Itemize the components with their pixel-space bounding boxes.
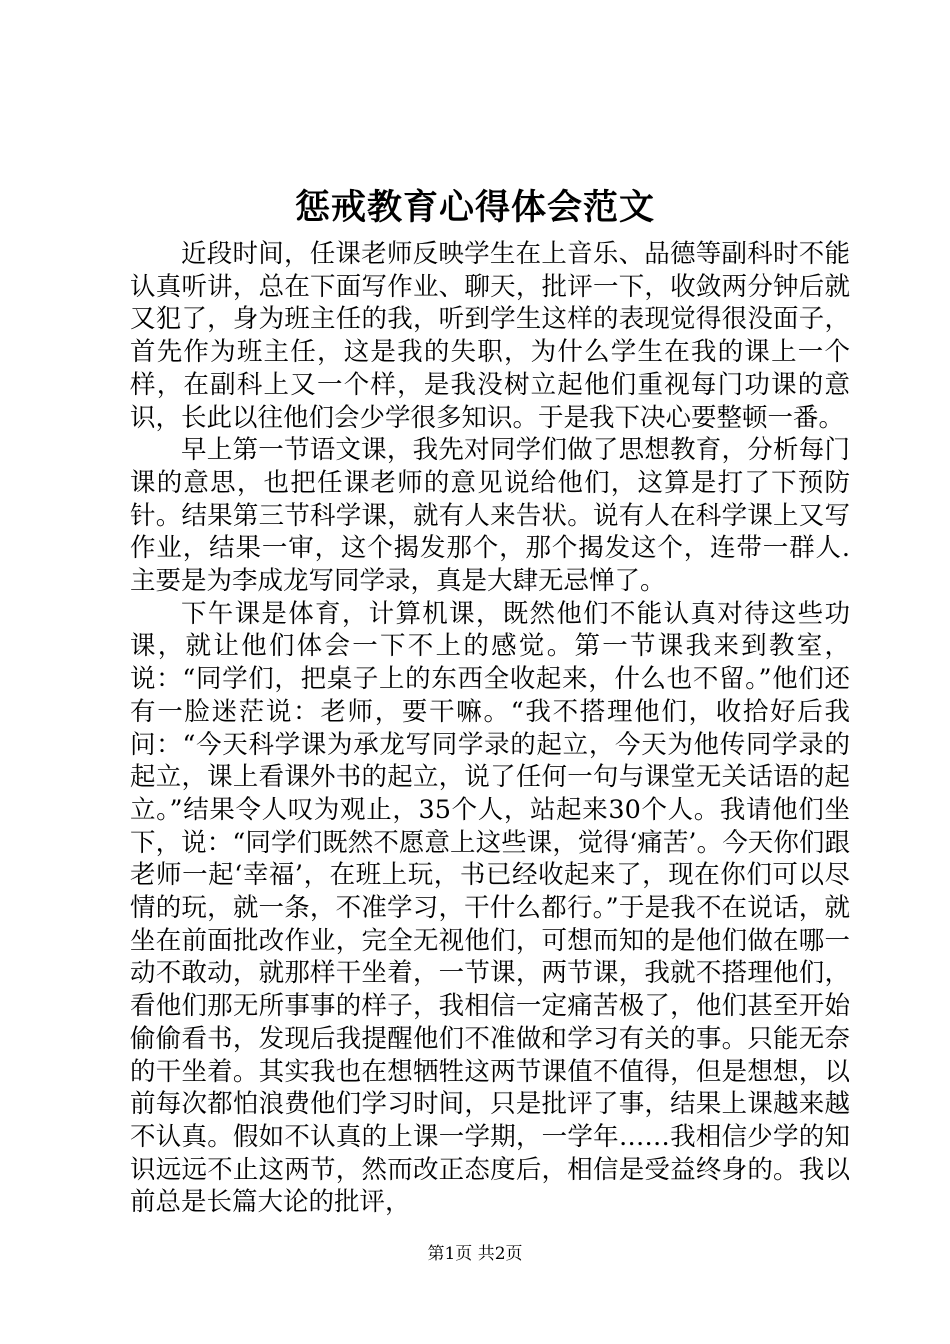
paragraph-1: 近段时间，任课老师反映学生在上音乐、品德等副科时不能认真听讲，总在下面写作业、聊天，批评一下，收敛两分钟后就又犯了，身为班主任的我，听到学生这样的表现觉得很没面子，首先作为班主任，这是我的失职，为什么学生在我的课上一个样，在副科上又一个样，是我没树立起他们重视每门功课的意识，长此以往他们会少学很多知识。于是我下决心要整顿一番。 [130,239,850,433]
paragraph-2: 早上第一节语文课，我先对同学们做了思想教育，分析每门课的意思，也把任课老师的意见说给他们，这算是打了下预防针。结果第三节科学课，就有人来告状。说有人在科学课上又写作业，结果一审，这个揭发那个，那个揭发这个，连带一群人.主要是为李成龙写同学录，真是大肆无忌惮了。 [130,435,850,597]
page-number-footer: 第1页 共2页 [427,1244,523,1264]
paragraph-3: 下午课是体育，计算机课，既然他们不能认真对待这些功课，就让他们体会一下不上的感觉。第一节课我来到教室，说：“同学们，把桌子上的东西全收起来，什么也不留。”他们还有一脸迷茫说：老师，要干嘛。“我不搭理他们，收拾好后我问：“今天科学课为承龙写同学录的起立，今天为他传同学录的起立，课上看课外书的起立，说了任何一句与课堂无关话语的起立。”结果令人叹为观止，35个人，站起来30个人。我请他们坐下，说：“同学们既然不愿意上这些课，觉得‘痛苦’。今天你们跟老师一起‘幸福’，在班上玩，书已经收起来了，现在你们可以尽情的玩，就一条，不准学习，干什么都行。”于是我不在说话，就坐在前面批改作业，完全无视他们，可想而知的是他们做在哪一动不敢动，就那样干坐着，一节课，两节课，我就不搭理他们，看他们那无所事事的样子，我相信一定痛苦极了，他们甚至开始偷偷看书，发现后我提醒他们不准做和学习有关的事。只能无奈的干坐着。其实我也在想牺牲这两节课值不值得，但是想想，以前每次都怕浪费他们学习时间，只是批评了事，结果上课越来越不认真。假如不认真的上课一学期，一学年……我相信少学的知识远远不止这两节，然而改正态度后，相信是受益终身的。我以前总是长篇大论的批评， [130,598,850,1218]
document-body [130,238,850,1219]
document-title: 惩戒教育心得体会范文 [294,187,655,228]
